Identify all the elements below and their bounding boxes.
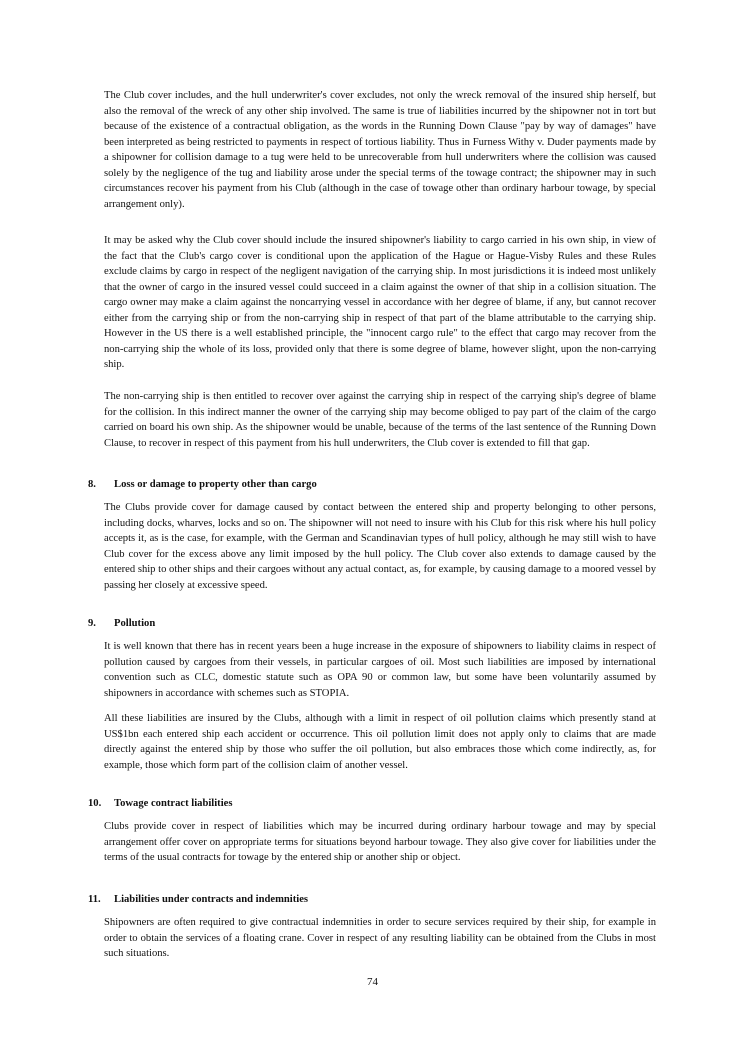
- paragraph-pollution-exposure: It is well known that there has in recent years been a huge increase in the exposure of shipowners to liability claims in respect of pollution caused by cargoes from their vessels, in particular cargoes of oil. Most such liabilities are imposed by international convention such as CLC, domestic statute such as OPA 90 or common law, but some have been voluntarily assumed by shipowners in accordance with schemes such as STOPIA.: [104, 641, 656, 699]
- section-heading-9: [88, 617, 155, 631]
- paragraph-pollution-insured: All these liabilities are insured by the Clubs, although with a limit in respect of oil pollution claims which presently stand at US$1bn each entered ship each accident or occurrence. This oil pollution limit does not apply only to claims that are made directly against the entered ship by those who suffer the oil pollution, but also embraces those which come indirectly, as, for example, those which form part of the collision claim of another vessel.: [104, 713, 656, 771]
- paragraph-property-damage: The Clubs provide cover for damage caused by contact between the entered ship and property belonging to other persons, including docks, wharves, locks and so on. The shipowner will not need to insure with his Club for this risk where his hull policy accepts it, as is the case, for example, with the German and Scandinavian types of hull policy, although he may still wish to have Club cover for the excess above any limit imposed by the hull policy. The Club cover also extends to damage caused by the entered ship to other ships and their cargoes without any actual contact, as, for example, by causing damage to a moored vessel by passing her closely at excessive speed.: [104, 502, 656, 591]
- section-heading-8: [88, 478, 317, 492]
- section-number: 10.: [88, 798, 102, 809]
- section-number: 11.: [88, 894, 101, 905]
- section-number: 9.: [88, 618, 96, 629]
- section-title: Loss or damage to property other than cargo: [114, 479, 317, 490]
- section-number: 8.: [88, 479, 96, 490]
- paragraph-wreck-removal: The Club cover includes, and the hull underwriter's cover excludes, not only the wreck removal of the insured ship herself, but also the removal of the wreck of any other ship involved. The same is true of liabilities incurred by the shipowner not in tort but because of the existence of a contractual obligation, as the words in the Running Down Clause "pay by way of damages" have been interpreted as being restricted to payments in respect of tortious liability. Thus in Furness Withy v. Duder payments made by a shipowner for collision damage to a tug were held to be unrecoverable from hull underwriters where the collision was caused solely by the negligence of the tug and liability arose under the special terms of the towage contract; the shipowner may in such circumstances recover his payment from his Club (although in the case of towage other than ordinary harbour towage, by special arrangement only).: [104, 90, 656, 210]
- paragraph-towage: Clubs provide cover in respect of liabilities which may be incurred during ordinary harbour towage and may by special arrangement offer cover on appropriate terms for situations beyond harbour towage. They also give cover for liabilities under the terms of the usual contracts for towage by the entered ship or another ship or object.: [104, 821, 656, 863]
- paragraph-cargo-liability: It may be asked why the Club cover should include the insured shipowner's liability to cargo carried in his own ship, in view of the fact that the Club's cargo cover is conditional upon the application of the Hague or Hague-Visby Rules and these Rules exclude claims by cargo in respect of the negligent navigation of the carrying ship. In most jurisdictions it is indeed most unlikely that the owner of cargo in the insured vessel could succeed in a claim against the owner of that ship in a collision situation. The cargo owner may make a claim against the noncarrying vessel in accordance with her degree of blame, if any, but cannot recover either from the carrying ship or from the non-carrying ship in respect of that part of the blame attributable to the carrying ship. However in the US there is a well established principle, the "innocent cargo rule" to the effect that cargo may recover from the non-carrying ship the whole of its loss, provided only that there is some degree of blame, however slight, upon the non-carrying ship.: [104, 235, 656, 370]
- section-heading-10: [88, 797, 232, 811]
- paragraph-indemnities: Shipowners are often required to give contractual indemnities in order to secure services required by their ship, for example in order to obtain the services of a floating crane. Cover in respect of any resulting liability can be obtained from the Clubs in most such situations.: [104, 917, 656, 959]
- section-title: Liabilities under contracts and indemnities: [114, 894, 309, 905]
- paragraph-non-carrying-ship: The non-carrying ship is then entitled to recover over against the carrying ship in respect of the carrying ship's degree of blame for the collision. In this indirect manner the owner of the carrying ship may become obliged to pay part of the claim of the cargo carried on board his own ship. As the shipowner would be unable, because of the terms of the last sentence of the Running Down Clause, to recover in respect of this payment from his hull underwriters, the Club cover is extended to fill that gap.: [104, 391, 656, 449]
- section-title: Pollution: [114, 618, 156, 629]
- page-number: 74: [367, 976, 378, 988]
- section-heading-11: [88, 893, 308, 907]
- section-title: Towage contract liabilities: [114, 798, 233, 809]
